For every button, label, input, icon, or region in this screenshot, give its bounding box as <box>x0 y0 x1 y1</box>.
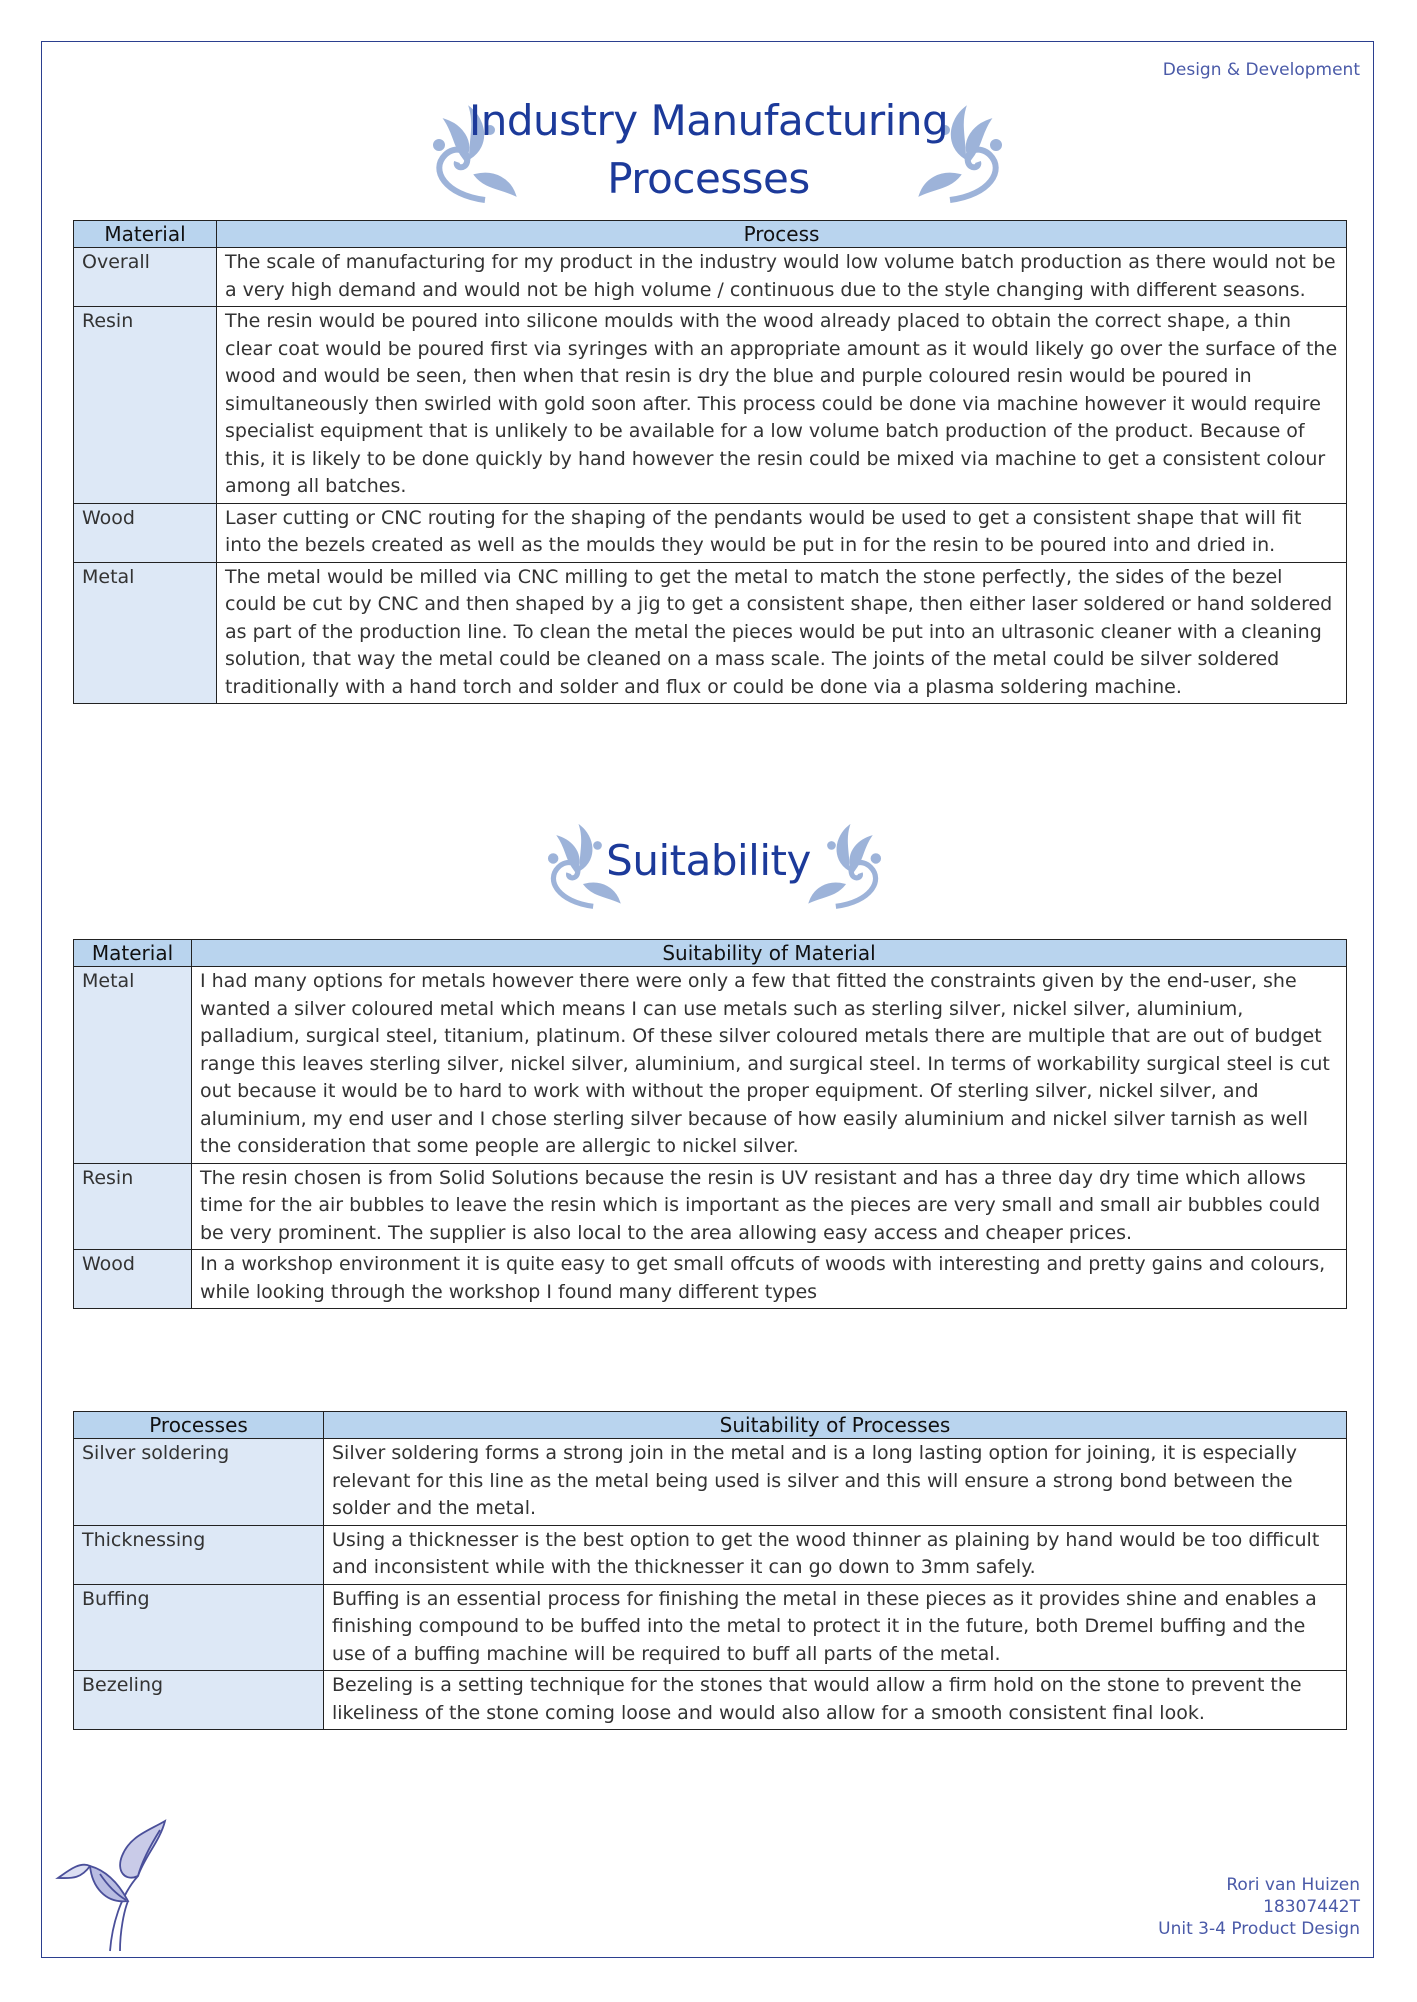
material-cell: Resin <box>74 307 217 504</box>
table-row <box>74 307 1347 504</box>
process-name-cell: Silver soldering <box>74 1439 324 1526</box>
author-name: Rori van Huizen <box>1226 1875 1360 1895</box>
material-cell: Overall <box>74 248 217 307</box>
table-row <box>74 1439 1347 1526</box>
column-header: Processes <box>74 1412 324 1439</box>
column-header: Suitability of Processes <box>324 1412 1347 1439</box>
column-header: Material <box>74 221 217 248</box>
column-header: Suitability of Material <box>192 940 1347 967</box>
table-row <box>74 1250 1347 1309</box>
material-cell: Metal <box>74 562 217 704</box>
process-cell: Laser cutting or CNC routing for the shaping of the pendants would be used to get a consistent shape that will fit into the bezels created as well as the moulds they would be put in for the resin to be poured into and dried in. <box>217 503 1347 562</box>
suitability-cell: Using a thicknesser is the best option to get the wood thinner as plaining by hand would be too difficult and inconsistent while with the thicknesser it can go down to 3mm safely. <box>324 1525 1347 1584</box>
process-name-cell: Bezeling <box>74 1671 324 1730</box>
suitability-cell: Bezeling is a setting technique for the stones that would allow a firm hold on the stone to prevent the likeliness of the stone coming loose and would also allow for a smooth consistent final look. <box>324 1671 1347 1730</box>
column-header: Material <box>74 940 192 967</box>
material-cell: Resin <box>74 1163 192 1250</box>
calla-lily-icon <box>50 1816 170 1956</box>
material-cell: Metal <box>74 967 192 1164</box>
section-label: Design & Development <box>1162 60 1360 80</box>
suitability-cell: Buffing is an essential process for finishing the metal in these pieces as it provides shine and enables a finishing compound to be buffed into the metal to protect it in the future, both Dremel buffing and the use of a buffing machine will be required to buff all parts of the metal. <box>324 1584 1347 1671</box>
processes-table <box>73 1411 1347 1730</box>
material-cell: Wood <box>74 1250 192 1309</box>
unit-label: Unit 3-4 Product Design <box>1158 1919 1360 1939</box>
table-row <box>74 1163 1347 1250</box>
process-name-cell: Buffing <box>74 1584 324 1671</box>
manufacturing-table <box>73 220 1347 704</box>
material-cell: Wood <box>74 503 217 562</box>
suitability-table <box>73 939 1347 1309</box>
footer <box>1158 1874 1360 1940</box>
page-title-line2: Processes <box>607 154 810 203</box>
student-id: 18307442T <box>1263 1897 1360 1917</box>
suitability-cell: I had many options for metals however there were only a few that fitted the constraints given by the end-user, she wanted a silver coloured metal which means I can use metals such as sterling silver, nickel silver, aluminium, palladium, surgical steel, titanium, platinum. Of these silver coloured metals there are multiple that are out of budget range this leaves sterling silver, nickel silver, aluminium, and surgical steel. In terms of workability surgical steel is cut out because it would be to hard to work with without the proper equipment. Of sterling silver, nickel silver, and aluminium, my end user and I chose sterling silver because of how easily aluminium and nickel silver tarnish as well the consideration that some people are allergic to nickel silver. <box>192 967 1347 1164</box>
suitability-cell: In a workshop environment it is quite easy to get small offcuts of woods with interesting and pretty gains and colours, while looking through the workshop I found many different types <box>192 1250 1347 1309</box>
process-cell: The scale of manufacturing for my product in the industry would low volume batch production as there would not be a very high demand and would not be high volume / continuous due to the style changing with different seasons. <box>217 248 1347 307</box>
section-title: Suitability <box>606 836 811 885</box>
table-row <box>74 1584 1347 1671</box>
table-row <box>74 248 1347 307</box>
process-cell: The resin would be poured into silicone moulds with the wood already placed to obtain the correct shape, a thin clear coat would be poured first via syringes with an appropriate amount as it would likely go over the surface of the wood and would be seen, then when that resin is dry the blue and purple coloured resin would be poured in simultaneously then swirled with gold soon after. This process could be done via machine however it would require specialist equipment that is unlikely to be available for a low volume batch production of the product. Because of this, it is likely to be done quickly by hand however the resin could be mixed via machine to get a consistent colour among all batches. <box>217 307 1347 504</box>
table-row <box>74 503 1347 562</box>
suitability-cell: Silver soldering forms a strong join in the metal and is a long lasting option for joining, it is especially relevant for this line as the metal being used is silver and this will ensure a strong bond between the solder and the metal. <box>324 1439 1347 1526</box>
suitability-cell: The resin chosen is from Solid Solutions because the resin is UV resistant and has a three day dry time which allows time for the air bubbles to leave the resin which is important as the pieces are very small and small air bubbles could be very prominent. The supplier is also local to the area allowing easy access and cheaper prices. <box>192 1163 1347 1250</box>
table-row <box>74 562 1347 704</box>
process-cell: The metal would be milled via CNC milling to get the metal to match the stone perfectly, the sides of the bezel could be cut by CNC and then shaped by a jig to get a consistent shape, then either laser soldered or hand soldered as part of the production line. To clean the metal the pieces would be put into an ultrasonic cleaner with a cleaning solution, that way the metal could be cleaned on a mass scale. The joints of the metal could be silver soldered traditionally with a hand torch and solder and flux or could be done via a plasma soldering machine. <box>217 562 1347 704</box>
page-title: Industry Manufacturing <box>468 96 949 145</box>
process-name-cell: Thicknessing <box>74 1525 324 1584</box>
table-row <box>74 967 1347 1164</box>
column-header: Process <box>217 221 1347 248</box>
table-row <box>74 1525 1347 1584</box>
table-row <box>74 1671 1347 1730</box>
